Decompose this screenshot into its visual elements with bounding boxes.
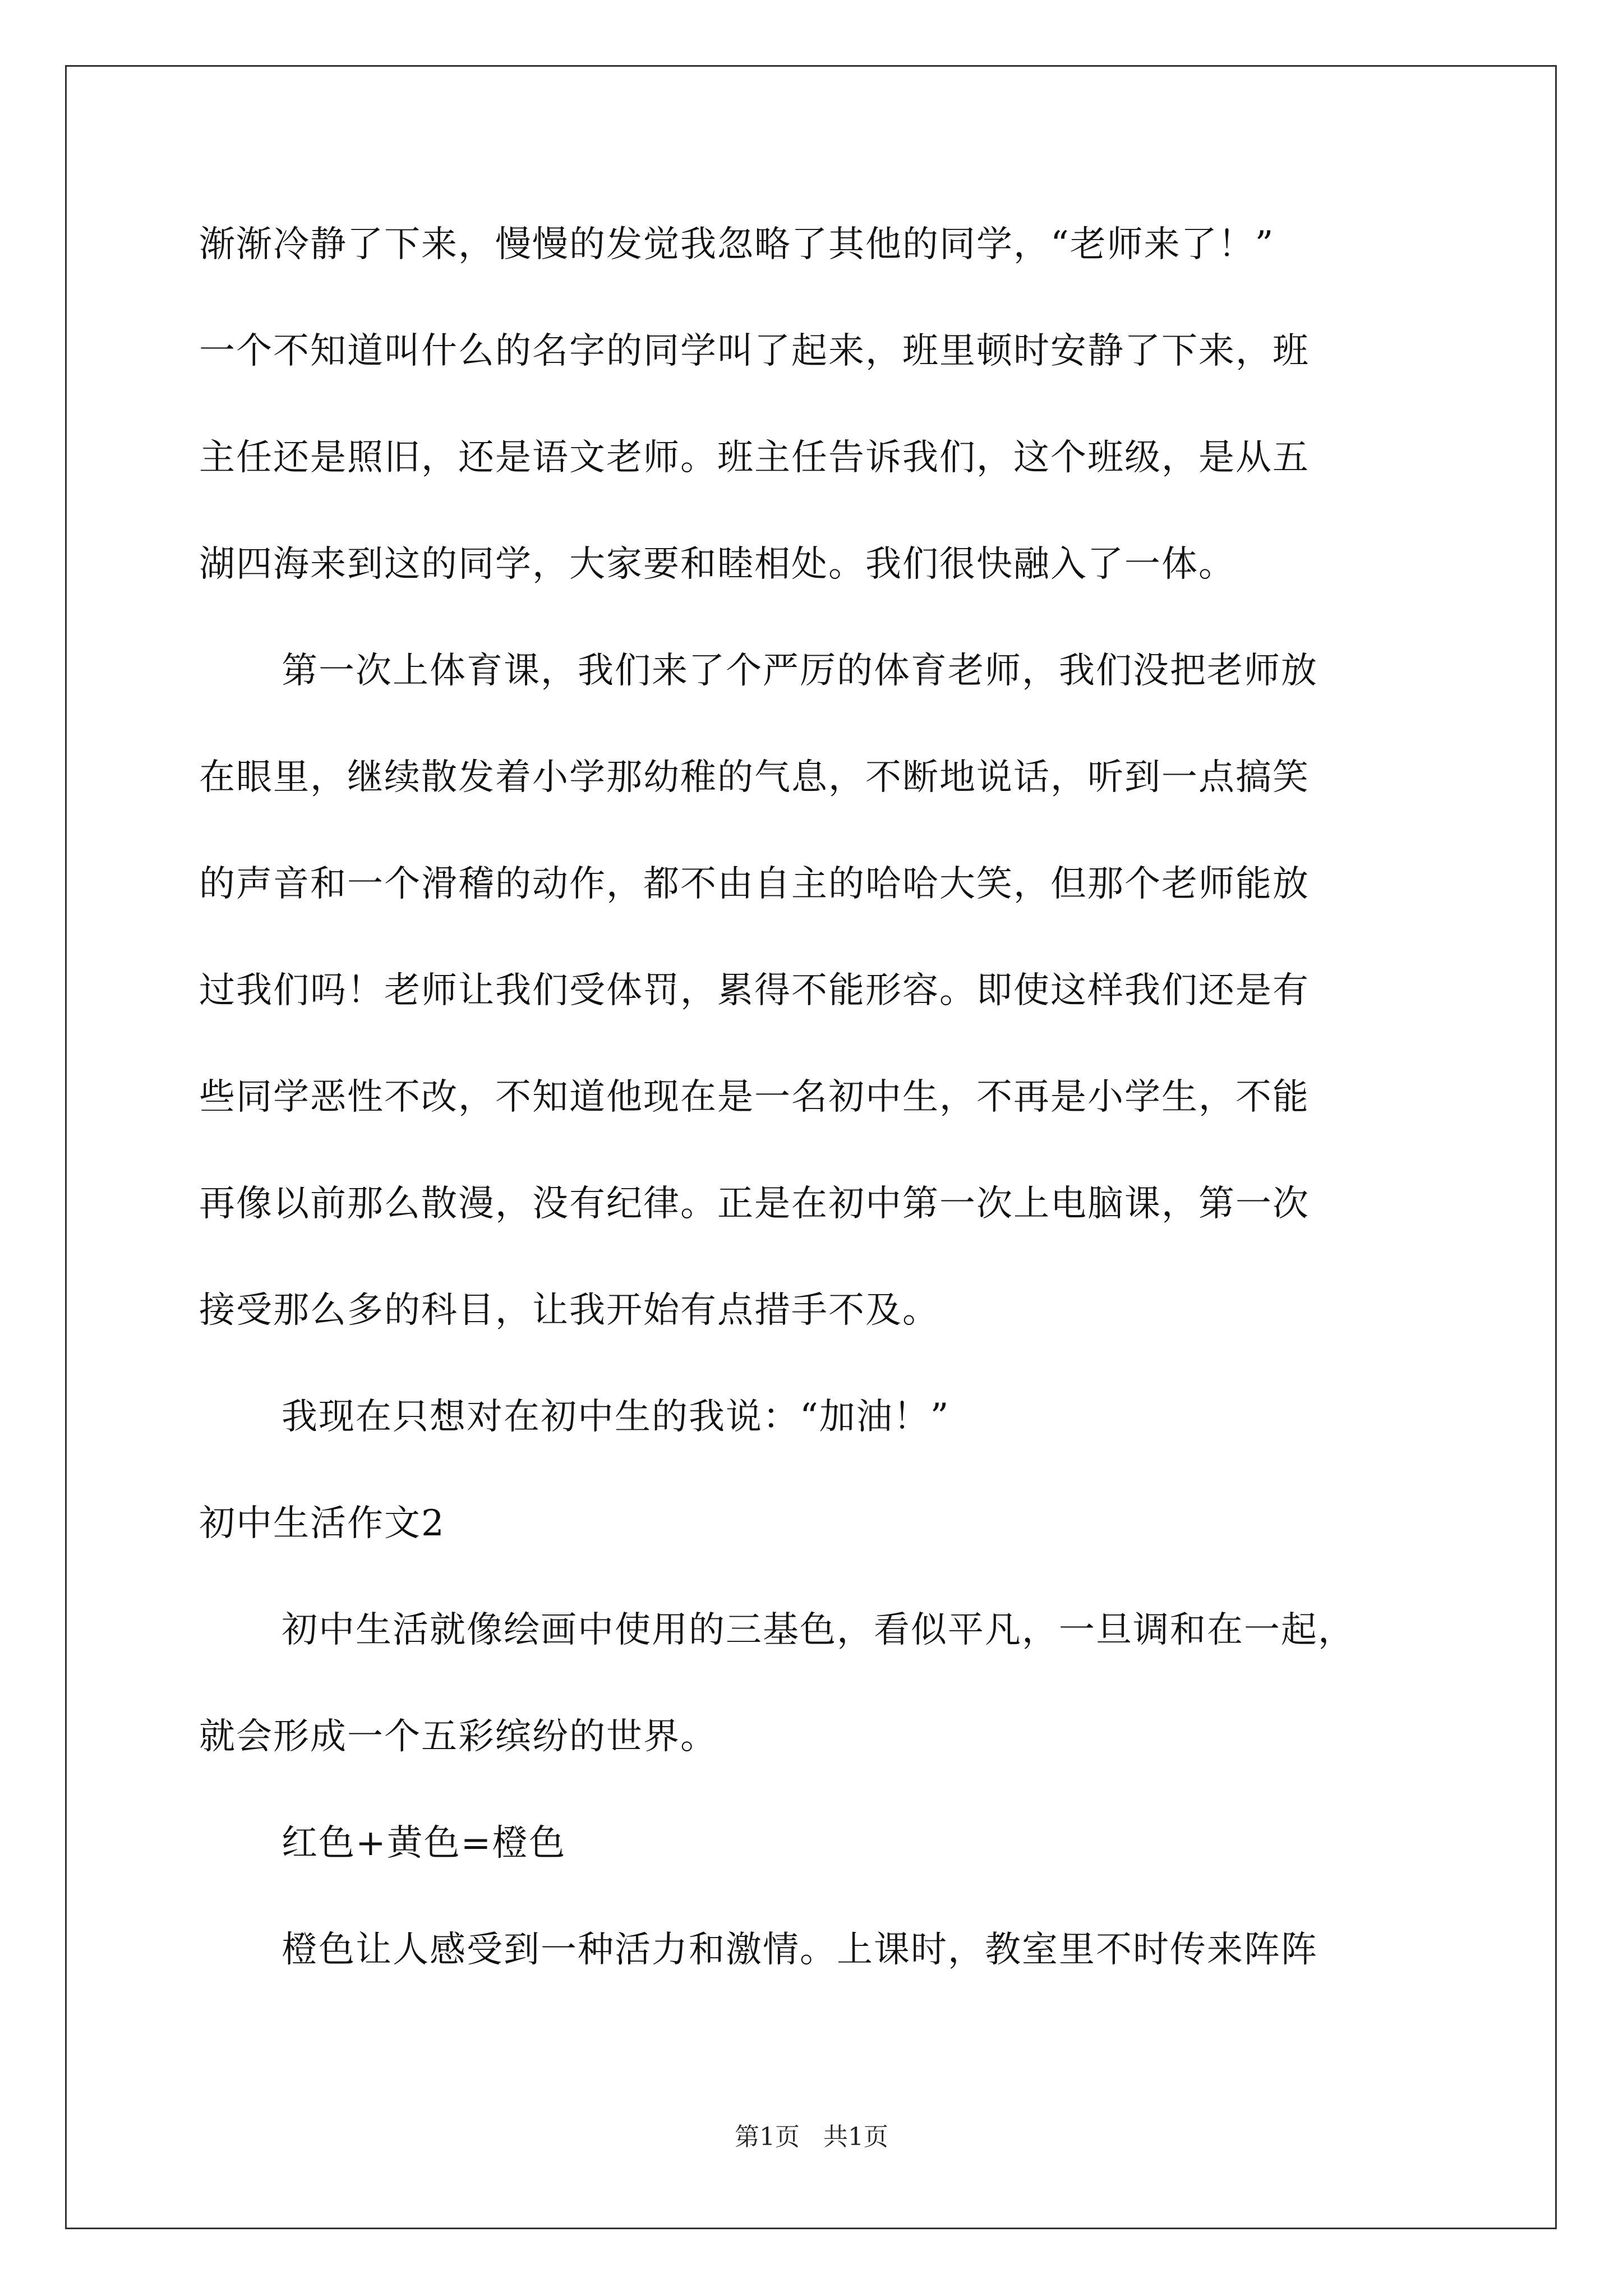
page-footer: 第1页 共1页 bbox=[735, 2123, 888, 2151]
text-line: 的声音和一个滑稽的动作，都不由自主的哈哈大笑，但那个老师能放 bbox=[199, 863, 1310, 905]
text-line: 在眼里，继续散发着小学那幼稚的气息，不断地说话，听到一点搞笑 bbox=[199, 757, 1310, 798]
text-line: 接受那么多的科目，让我开始有点措手不及。 bbox=[199, 1290, 939, 1331]
text-line: 第一次上体育课，我们来了个严厉的体育老师，我们没把老师放 bbox=[282, 650, 1318, 692]
text-line: 我现在只想对在初中生的我说：“加油！” bbox=[282, 1396, 950, 1438]
text-line: 红色+黄色=橙色 bbox=[282, 1823, 566, 1864]
text-line: 主任还是照旧，还是语文老师。班主任告诉我们，这个班级，是从五 bbox=[199, 437, 1310, 478]
text-line: 就会形成一个五彩缤纷的世界。 bbox=[199, 1716, 717, 1757]
section-heading: 初中生活作文2 bbox=[199, 1503, 445, 1544]
text-line: 再像以前那么散漫，没有纪律。正是在初中第一次上电脑课，第一次 bbox=[199, 1183, 1310, 1225]
text-line: 些同学恶性不改，不知道他现在是一名初中生，不再是小学生，不能 bbox=[199, 1076, 1310, 1118]
text-line: 初中生活就像绘画中使用的三基色，看似平凡，一旦调和在一起， bbox=[282, 1609, 1355, 1651]
text-line: 一个不知道叫什么的名字的同学叫了起来，班里顿时安静了下来，班 bbox=[199, 330, 1310, 372]
text-line: 过我们吗！老师让我们受体罚，累得不能形容。即使这样我们还是有 bbox=[199, 970, 1310, 1011]
text-line: 渐渐冷静了下来，慢慢的发觉我忽略了其他的同学，“老师来了！” bbox=[199, 224, 1275, 265]
text-line: 橙色让人感受到一种活力和激情。上课时，教室里不时传来阵阵 bbox=[282, 1929, 1318, 1971]
text-line: 湖四海来到这的同学，大家要和睦相处。我们很快融入了一体。 bbox=[199, 544, 1235, 585]
page-frame bbox=[65, 65, 1557, 2229]
